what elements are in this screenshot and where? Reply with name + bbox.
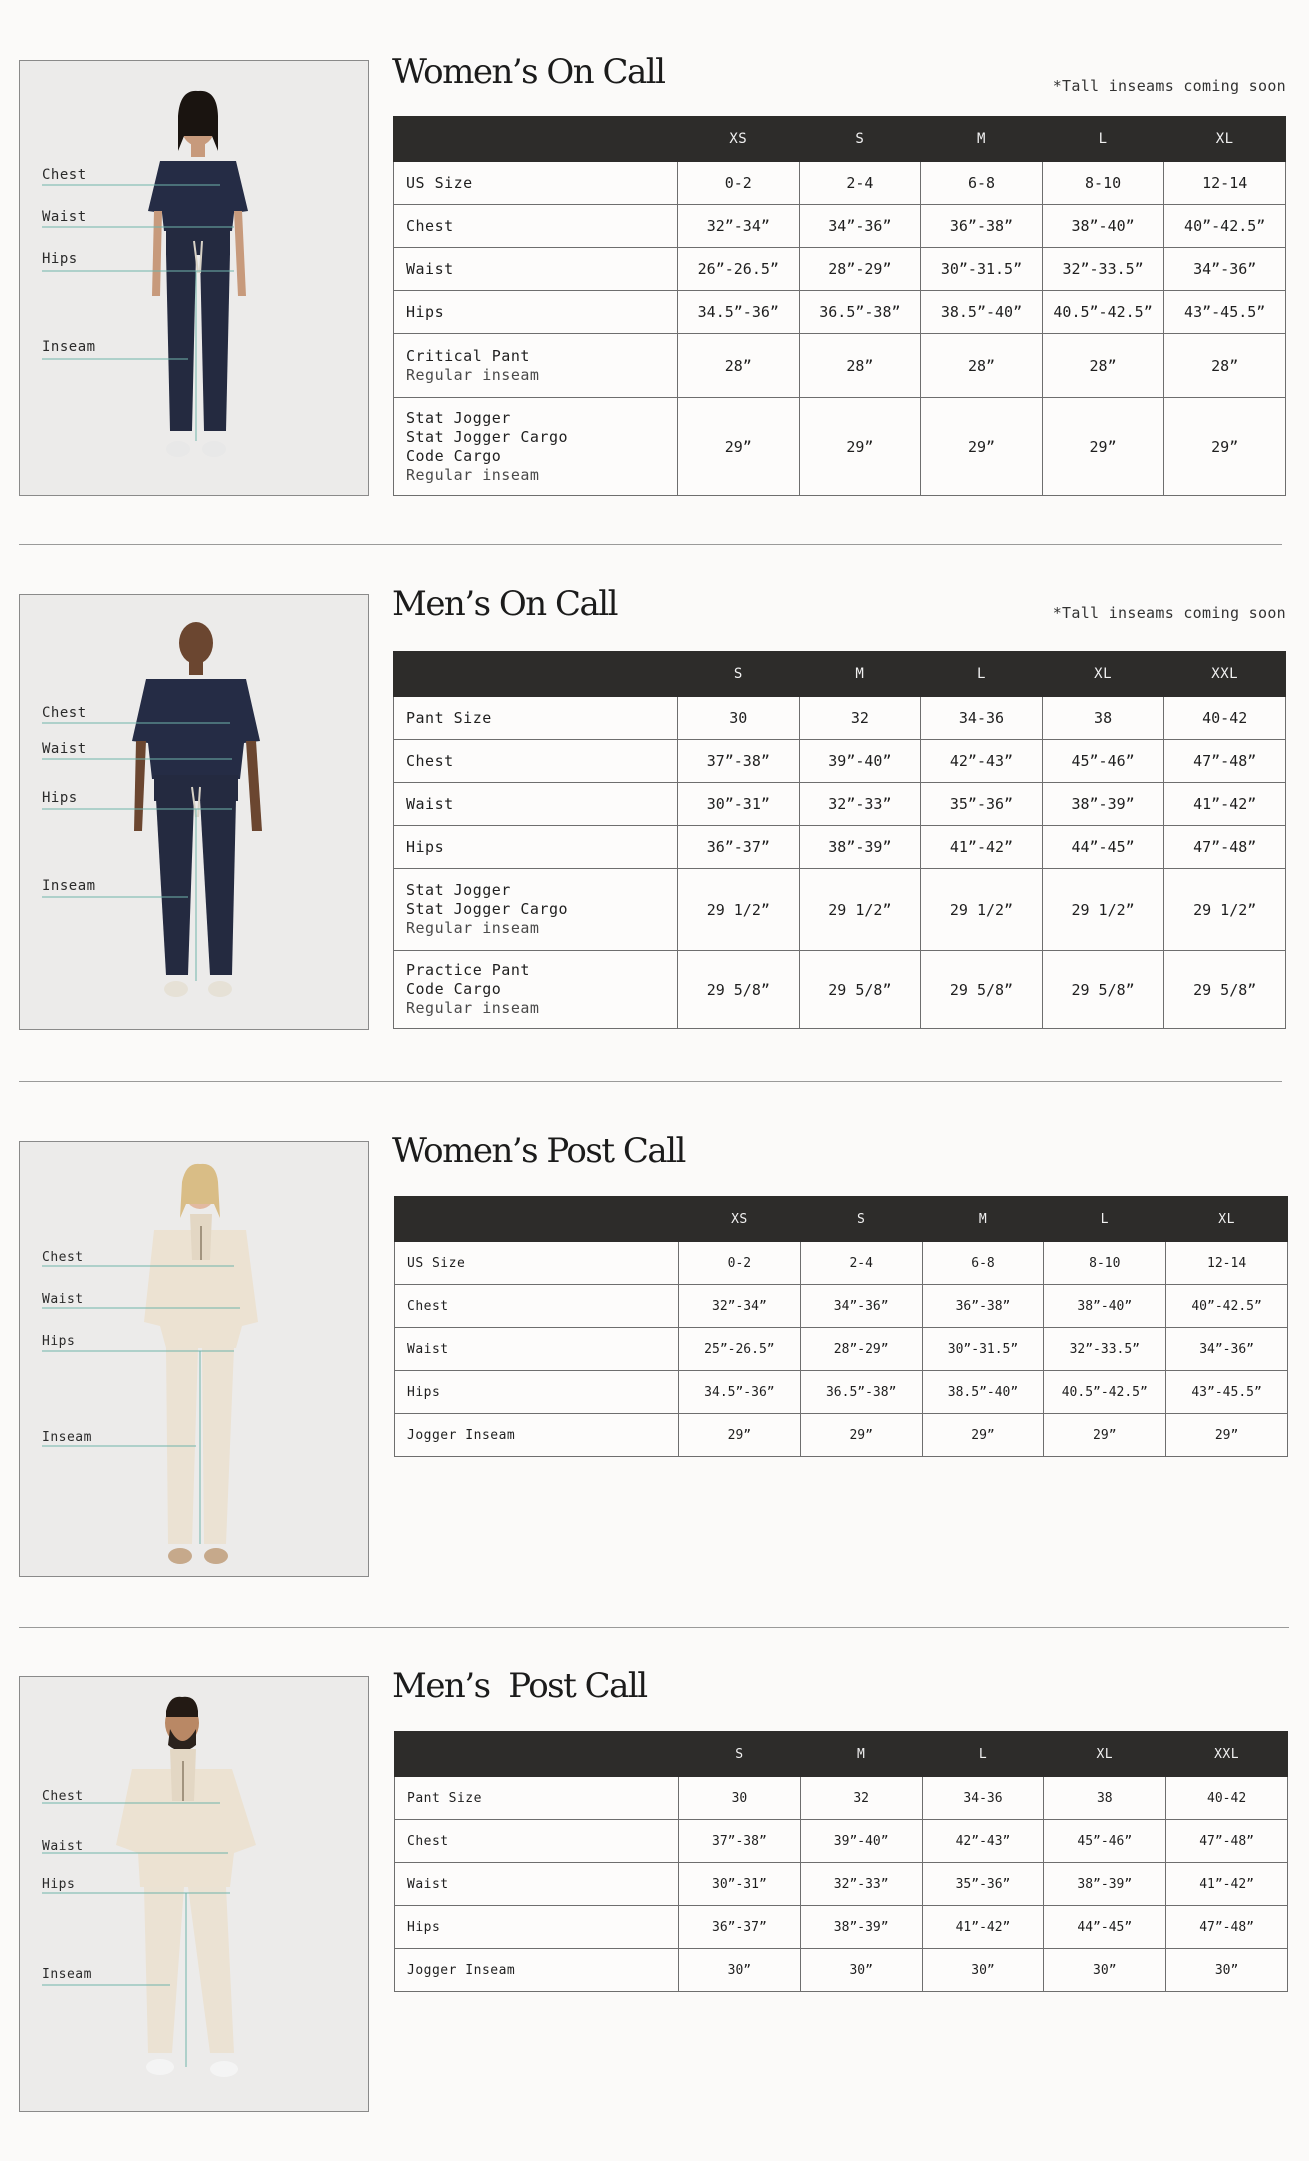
size-value-cell: 38: [1042, 697, 1164, 740]
size-value-cell: 38.5”-40”: [921, 291, 1043, 334]
size-value-cell: 6-8: [922, 1242, 1044, 1285]
row-label-line: Code Cargo: [406, 446, 502, 465]
row-label-cell: [395, 1949, 679, 1992]
row-label-line: Stat Jogger: [406, 408, 511, 427]
row-label-line: Stat Jogger Cargo: [406, 427, 569, 446]
size-value-cell: 38”-40”: [1044, 1285, 1166, 1328]
size-value-cell: 0-2: [679, 1242, 801, 1285]
size-value-cell: 41”-42”: [922, 1906, 1044, 1949]
row-label-line: Chest: [407, 1298, 449, 1314]
row-label-cell: [395, 1906, 679, 1949]
size-value-cell: 30”-31.5”: [921, 248, 1043, 291]
size-header-cell: XS: [679, 1197, 801, 1242]
row-label-line: Chest: [406, 216, 454, 235]
size-value-cell: 39”-40”: [799, 740, 921, 783]
size-value-cell: 36”-38”: [922, 1285, 1044, 1328]
inseam-label: Inseam: [42, 1430, 92, 1445]
size-value-cell: 42”-43”: [922, 1820, 1044, 1863]
size-value-cell: 26”-26.5”: [678, 248, 800, 291]
size-value-cell: 38: [1044, 1777, 1166, 1820]
size-header-cell: S: [799, 117, 921, 162]
size-value-cell: 2-4: [800, 1242, 922, 1285]
chest-label: Chest: [42, 1789, 84, 1804]
row-label-line: Hips: [407, 1384, 441, 1400]
size-value-cell: 37”-38”: [678, 740, 800, 783]
section-title: Women’s On Call: [392, 52, 665, 92]
waist-label: Waist: [42, 209, 87, 225]
size-value-cell: 37”-38”: [679, 1820, 801, 1863]
size-value-cell: 44”-45”: [1042, 826, 1164, 869]
size-value-cell: 38”-39”: [800, 1906, 922, 1949]
row-label-line: Code Cargo: [406, 980, 502, 998]
size-value-cell: 40.5”-42.5”: [1042, 291, 1164, 334]
size-value-cell: 30”-31”: [678, 783, 800, 826]
size-value-cell: 29 1/2”: [678, 869, 800, 951]
size-value-cell: 38”-39”: [1042, 783, 1164, 826]
size-value-cell: 41”-42”: [921, 826, 1043, 869]
size-value-cell: 29 5/8”: [921, 951, 1043, 1029]
size-value-cell: 30”: [679, 1949, 801, 1992]
size-header-cell: L: [1044, 1197, 1166, 1242]
row-label-line: Practice Pant: [406, 961, 530, 979]
hips-label: Hips: [42, 1334, 76, 1349]
section-title: Men’s On Call: [392, 584, 618, 624]
size-value-cell: 35”-36”: [922, 1863, 1044, 1906]
size-value-cell: 36.5”-38”: [799, 291, 921, 334]
size-value-cell: 29 1/2”: [921, 869, 1043, 951]
size-header-cell: M: [800, 1732, 922, 1777]
row-sublabel: Regular inseam: [406, 365, 540, 384]
size-header-cell: XL: [1044, 1732, 1166, 1777]
size-value-cell: 29 1/2”: [1042, 869, 1164, 951]
size-value-cell: 29”: [922, 1414, 1044, 1457]
size-value-cell: 29”: [800, 1414, 922, 1457]
size-value-cell: 29”: [799, 398, 921, 496]
row-label-line: Chest: [407, 1833, 449, 1849]
size-value-cell: 30: [678, 697, 800, 740]
size-value-cell: 28”: [921, 334, 1043, 398]
row-label-line: Chest: [406, 751, 454, 770]
size-value-cell: 45”-46”: [1042, 740, 1164, 783]
size-value-cell: 28”: [1164, 334, 1286, 398]
size-value-cell: 40”-42.5”: [1164, 205, 1286, 248]
size-value-cell: 40-42: [1164, 697, 1286, 740]
size-header-cell: M: [921, 117, 1043, 162]
row-label-line: Pant Size: [407, 1790, 482, 1806]
size-value-cell: 28”-29”: [799, 248, 921, 291]
size-value-cell: 29 1/2”: [799, 869, 921, 951]
size-header-cell: XL: [1042, 652, 1164, 697]
size-value-cell: 29”: [1166, 1414, 1288, 1457]
size-value-cell: 39”-40”: [800, 1820, 922, 1863]
header-blank-cell: [395, 1732, 679, 1777]
size-value-cell: 30”: [1044, 1949, 1166, 1992]
size-value-cell: 0-2: [678, 162, 800, 205]
model-figure-illustration: [20, 1677, 369, 2112]
size-value-cell: 36.5”-38”: [800, 1371, 922, 1414]
size-value-cell: 30”: [922, 1949, 1044, 1992]
size-value-cell: 29 1/2”: [1164, 869, 1286, 951]
table-row: [395, 1777, 1288, 1820]
size-header-cell: XL: [1166, 1197, 1288, 1242]
size-header-cell: M: [922, 1197, 1044, 1242]
size-value-cell: 8-10: [1042, 162, 1164, 205]
size-value-cell: 47”-48”: [1164, 740, 1286, 783]
size-header-cell: S: [800, 1197, 922, 1242]
table-row: [395, 1949, 1288, 1992]
size-value-cell: 29”: [921, 398, 1043, 496]
size-value-cell: 29”: [1042, 398, 1164, 496]
size-value-cell: 28”: [1042, 334, 1164, 398]
size-value-cell: 43”-45.5”: [1164, 291, 1286, 334]
size-value-cell: 32: [800, 1777, 922, 1820]
size-header-cell: XXL: [1164, 652, 1286, 697]
waist-label: Waist: [42, 741, 87, 757]
size-value-cell: 25”-26.5”: [679, 1328, 801, 1371]
size-value-cell: 29 5/8”: [799, 951, 921, 1029]
size-value-cell: 32”-33.5”: [1042, 248, 1164, 291]
size-value-cell: 43”-45.5”: [1166, 1371, 1288, 1414]
inseam-label: Inseam: [42, 878, 96, 894]
size-value-cell: 12-14: [1164, 162, 1286, 205]
size-value-cell: 34.5”-36”: [679, 1371, 801, 1414]
size-header-cell: S: [679, 1732, 801, 1777]
inseam-label: Inseam: [42, 1967, 92, 1982]
size-value-cell: 38”-39”: [1044, 1863, 1166, 1906]
size-value-cell: 38”-40”: [1042, 205, 1164, 248]
row-sublabel: Regular inseam: [406, 465, 540, 484]
section-title: Women’s Post Call: [392, 1131, 685, 1171]
size-value-cell: 47”-48”: [1166, 1906, 1288, 1949]
size-value-cell: 34-36: [921, 697, 1043, 740]
size-value-cell: 2-4: [799, 162, 921, 205]
size-value-cell: 41”-42”: [1166, 1863, 1288, 1906]
size-value-cell: 32”-34”: [679, 1285, 801, 1328]
size-header-cell: M: [799, 652, 921, 697]
size-value-cell: 29 5/8”: [678, 951, 800, 1029]
table-row: [395, 1820, 1288, 1863]
size-header-cell: XXL: [1166, 1732, 1288, 1777]
size-value-cell: 38.5”-40”: [922, 1371, 1044, 1414]
size-header-cell: XS: [678, 117, 800, 162]
size-value-cell: 40.5”-42.5”: [1044, 1371, 1166, 1414]
size-value-cell: 32”-33”: [800, 1863, 922, 1906]
size-value-cell: 38”-39”: [799, 826, 921, 869]
size-value-cell: 32”-33.5”: [1044, 1328, 1166, 1371]
size-value-cell: 34-36: [922, 1777, 1044, 1820]
size-value-cell: 34”-36”: [1166, 1328, 1288, 1371]
size-header-cell: S: [678, 652, 800, 697]
size-value-cell: 30”-31.5”: [922, 1328, 1044, 1371]
row-label-line: Hips: [406, 302, 445, 321]
size-value-cell: 40-42: [1166, 1777, 1288, 1820]
size-value-cell: 8-10: [1044, 1242, 1166, 1285]
size-value-cell: 36”-37”: [679, 1906, 801, 1949]
row-label-line: Waist: [406, 259, 454, 278]
chest-label: Chest: [42, 1250, 84, 1265]
size-value-cell: 32”-34”: [678, 205, 800, 248]
row-label-cell: [395, 1820, 679, 1863]
size-value-cell: 12-14: [1166, 1242, 1288, 1285]
size-value-cell: 41”-42”: [1164, 783, 1286, 826]
size-value-cell: 34”-36”: [799, 205, 921, 248]
row-label-line: Hips: [407, 1919, 441, 1935]
waist-label: Waist: [42, 1839, 84, 1854]
size-value-cell: 36”-37”: [678, 826, 800, 869]
row-label-cell: [395, 1863, 679, 1906]
size-value-cell: 29 5/8”: [1042, 951, 1164, 1029]
size-value-cell: 30”-31”: [679, 1863, 801, 1906]
row-label-line: Waist: [407, 1341, 449, 1357]
section-title: Men’s Post Call: [392, 1666, 647, 1706]
size-header-cell: L: [1042, 117, 1164, 162]
row-label-line: Stat Jogger: [406, 881, 511, 899]
tall-inseams-note: *Tall inseams coming soon: [1052, 604, 1286, 622]
row-label-line: Waist: [407, 1876, 449, 1892]
size-header-cell: L: [922, 1732, 1044, 1777]
size-value-cell: 30”: [1166, 1949, 1288, 1992]
size-header-cell: XL: [1164, 117, 1286, 162]
size-value-cell: 29”: [679, 1414, 801, 1457]
size-value-cell: 28”: [678, 334, 800, 398]
row-label-line: Stat Jogger Cargo: [406, 900, 569, 918]
size-value-cell: 34”-36”: [800, 1285, 922, 1328]
row-label-line: Waist: [406, 794, 454, 813]
row-label-line: US Size: [407, 1255, 466, 1271]
inseam-label: Inseam: [42, 339, 96, 355]
table-row: [395, 1863, 1288, 1906]
size-table: [394, 1731, 1288, 1992]
size-value-cell: 47”-48”: [1164, 826, 1286, 869]
row-sublabel: Regular inseam: [406, 919, 540, 937]
size-value-cell: 44”-45”: [1044, 1906, 1166, 1949]
size-value-cell: 32”-33”: [799, 783, 921, 826]
waist-label: Waist: [42, 1292, 84, 1307]
row-label-cell: [395, 1777, 679, 1820]
size-value-cell: 6-8: [921, 162, 1043, 205]
tall-inseams-note: *Tall inseams coming soon: [1052, 77, 1286, 95]
size-value-cell: 30: [679, 1777, 801, 1820]
size-value-cell: 29 5/8”: [1164, 951, 1286, 1029]
size-value-cell: 29”: [1044, 1414, 1166, 1457]
size-value-cell: 32: [799, 697, 921, 740]
size-value-cell: 29”: [1164, 398, 1286, 496]
hips-label: Hips: [42, 790, 78, 806]
hips-label: Hips: [42, 251, 78, 267]
size-value-cell: 29”: [678, 398, 800, 496]
size-value-cell: 47”-48”: [1166, 1820, 1288, 1863]
hips-label: Hips: [42, 1877, 76, 1892]
size-header-cell: L: [921, 652, 1043, 697]
size-value-cell: 34.5”-36”: [678, 291, 800, 334]
table-header-row: [395, 1732, 1288, 1777]
table-row: [395, 1906, 1288, 1949]
chest-label: Chest: [42, 705, 87, 721]
row-label-line: Pant Size: [406, 708, 492, 727]
row-label-line: US Size: [406, 173, 473, 192]
size-value-cell: 35”-36”: [921, 783, 1043, 826]
size-value-cell: 36”-38”: [921, 205, 1043, 248]
size-value-cell: 28”: [799, 334, 921, 398]
size-value-cell: 40”-42.5”: [1166, 1285, 1288, 1328]
row-label-line: Hips: [406, 837, 445, 856]
mens-post-call-model-photo: [19, 1676, 369, 2112]
size-value-cell: 45”-46”: [1044, 1820, 1166, 1863]
size-value-cell: 28”-29”: [800, 1328, 922, 1371]
row-label-line: Jogger Inseam: [407, 1962, 516, 1978]
row-label-line: Critical Pant: [406, 346, 530, 365]
size-value-cell: 34”-36”: [1164, 248, 1286, 291]
size-value-cell: 42”-43”: [921, 740, 1043, 783]
chest-label: Chest: [42, 167, 87, 183]
row-sublabel: Regular inseam: [406, 999, 540, 1017]
size-value-cell: 30”: [800, 1949, 922, 1992]
row-label-line: Jogger Inseam: [407, 1427, 516, 1443]
